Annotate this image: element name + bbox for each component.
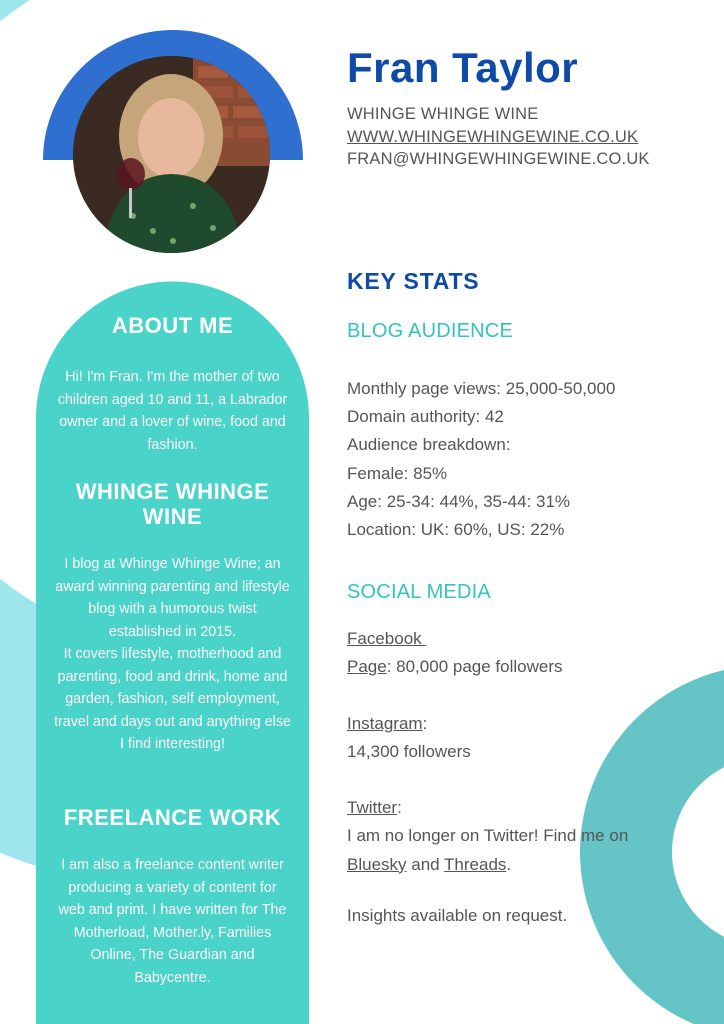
blog-text-line-1: I blog at Whinge Whinge Wine; an award winning parenting and lifestyle blog with a humorous twist established in 2015. bbox=[55, 556, 290, 640]
instagram-followers: 14,300 followers bbox=[347, 741, 471, 761]
and-text: and bbox=[406, 854, 445, 874]
twitter-link[interactable]: Twitter bbox=[347, 798, 398, 818]
freelance-heading: FREELANCE WORK bbox=[63, 805, 282, 830]
email-address[interactable]: FRAN@WHINGEWHINGEWINE.CO.UK bbox=[347, 150, 650, 168]
blog-name: WHINGE WHINGE WINE bbox=[347, 105, 539, 123]
blog-audience-heading: BLOG AUDIENCE bbox=[347, 320, 513, 342]
stat-line: Age: 25-34: 44%, 35-44: 31% bbox=[347, 491, 571, 511]
website-link[interactable]: WWW.WHINGEWHINGEWINE.CO.UK bbox=[347, 127, 639, 146]
stat-line: Audience breakdown: bbox=[347, 435, 511, 455]
bluesky-link[interactable]: Bluesky bbox=[347, 854, 407, 874]
stat-line: Domain authority: 42 bbox=[347, 407, 504, 427]
period-text: . bbox=[506, 854, 512, 874]
facebook-page-link[interactable]: Page bbox=[347, 657, 387, 677]
social-media-heading: SOCIAL MEDIA bbox=[347, 581, 491, 603]
stat-line: Female: 85% bbox=[347, 463, 448, 483]
twitter-colon: : bbox=[397, 798, 402, 818]
about-heading: ABOUT ME bbox=[111, 313, 234, 338]
blog-heading: WHINGE WHINGE WINE bbox=[75, 479, 270, 529]
profile-photo bbox=[73, 56, 270, 253]
insights-note: Insights available on request. bbox=[347, 906, 568, 925]
stat-line: Monthly page views: 25,000-50,000 bbox=[347, 379, 616, 398]
freelance-text: I am also a freelance content writer producing a variety of content for web and print. I have written for The Motherload, Mother.ly, Families Online, The Guardian and Babycentre. bbox=[58, 857, 287, 986]
blog-text bbox=[52, 553, 293, 756]
twitter-note: I am no longer on Twitter! Find me on bbox=[347, 826, 629, 846]
about-text: Hi! I'm Fran. I'm the mother of two children aged 10 and 11, a Labrador owner and a lover of wine, food and fashion. bbox=[57, 369, 288, 453]
instagram-colon: : bbox=[422, 713, 428, 733]
key-stats-heading: KEY STATS bbox=[347, 268, 480, 294]
instagram-link[interactable]: Instagram bbox=[347, 713, 423, 733]
profile-name: Fran Taylor bbox=[347, 44, 579, 91]
social-list bbox=[347, 625, 707, 879]
blog-text-line-2: It covers lifestyle, motherhood and parenting, food and drink, home and garden, fashion, self employment, travel and days out and anything else I find interesting! bbox=[54, 646, 291, 752]
threads-link[interactable]: Threads bbox=[444, 854, 507, 874]
facebook-followers: : 80,000 page followers bbox=[386, 657, 563, 677]
contact-block bbox=[347, 103, 650, 171]
stats-list bbox=[347, 375, 615, 544]
stat-line: Location: UK: 60%, US: 22% bbox=[347, 520, 565, 540]
facebook-link[interactable]: Facebook bbox=[347, 629, 427, 648]
